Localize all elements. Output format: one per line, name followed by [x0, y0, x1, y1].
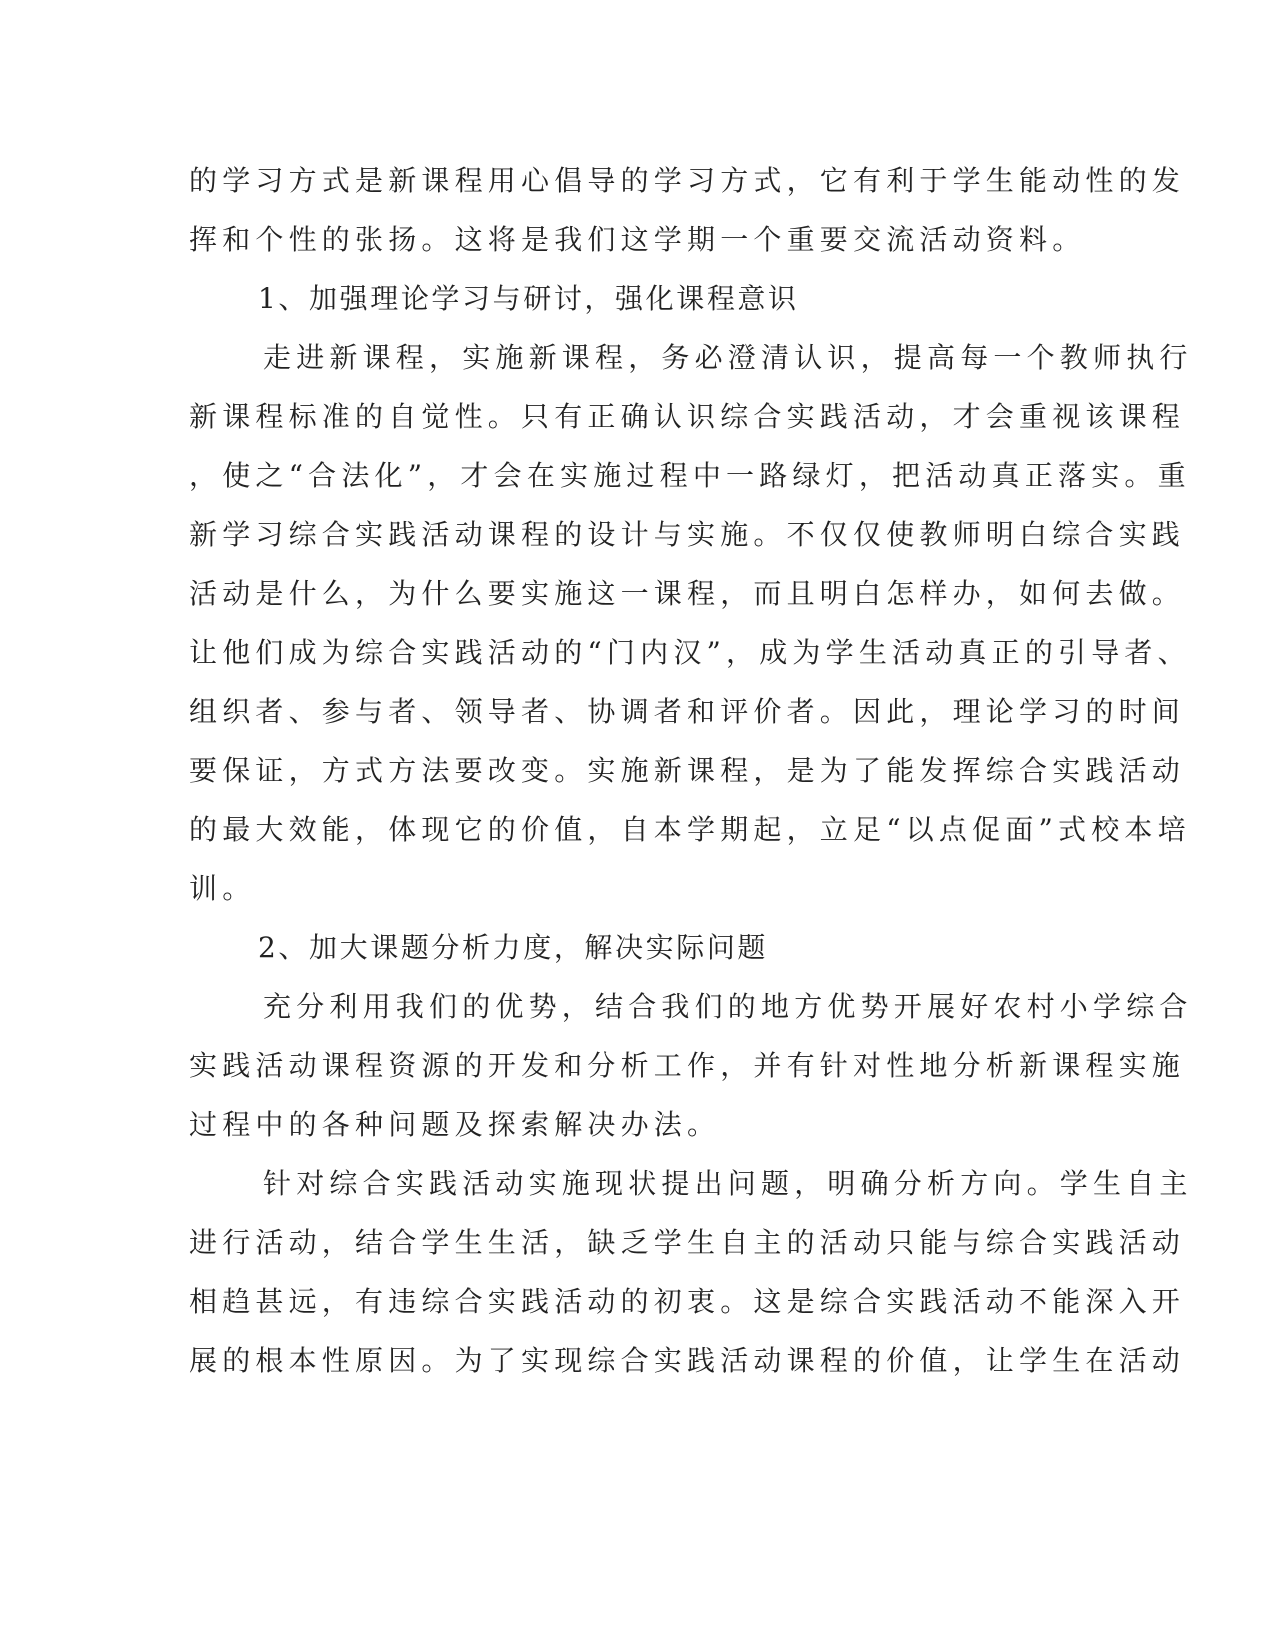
text-line: 让他们成为综合实践活动的“门内汉”，成为学生活动真正的引导者、 [189, 636, 1191, 669]
section-heading: 2、加大课题分析力度，解决实际问题 [258, 931, 769, 964]
text-line: 训。 [189, 872, 256, 905]
text-line: 的学习方式是新课程用心倡导的学习方式，它有利于学生能动性的发 [189, 164, 1186, 197]
paragraph-first-line: 走进新课程，实施新课程，务必澄清认识，提高每一个教师执行 [263, 341, 1193, 374]
text-line: 新学习综合实践活动课程的设计与实施。不仅仅使教师明白综合实践 [189, 518, 1186, 551]
text-line: 组织者、参与者、领导者、协调者和评价者。因此，理论学习的时间 [189, 695, 1186, 728]
text-line: 展的根本性原因。为了实现综合实践活动课程的价值，让学生在活动 [189, 1344, 1186, 1377]
text-line: 要保证，方式方法要改变。实施新课程，是为了能发挥综合实践活动 [189, 754, 1186, 787]
text-line: 进行活动，结合学生生活，缺乏学生自主的活动只能与综合实践活动 [189, 1226, 1186, 1259]
paragraph-first-line: 充分利用我们的优势，结合我们的地方优势开展好农村小学综合 [263, 990, 1193, 1023]
text-line: 实践活动课程资源的开发和分析工作，并有针对性地分析新课程实施 [189, 1049, 1186, 1082]
text-line: 活动是什么，为什么要实施这一课程，而且明白怎样办，如何去做。 [189, 577, 1186, 610]
text-line: 挥和个性的张扬。这将是我们这学期一个重要交流活动资料。 [189, 223, 1086, 256]
text-line: 相趋甚远，有违综合实践活动的初衷。这是综合实践活动不能深入开 [189, 1285, 1186, 1318]
text-line: 新课程标准的自觉性。只有正确认识综合实践活动，才会重视该课程 [189, 400, 1186, 433]
text-line: 过程中的各种问题及探索解决办法。 [189, 1108, 721, 1141]
paragraph-first-line: 针对综合实践活动实施现状提出问题，明确分析方向。学生自主 [263, 1167, 1193, 1200]
text-line: ，使之“合法化”，才会在实施过程中一路绿灯，把活动真正落实。重 [189, 459, 1191, 492]
section-heading: 1、加强理论学习与研讨，强化课程意识 [258, 282, 799, 315]
text-line: 的最大效能，体现它的价值，自本学期起，立足“以点促面”式校本培 [189, 813, 1191, 846]
